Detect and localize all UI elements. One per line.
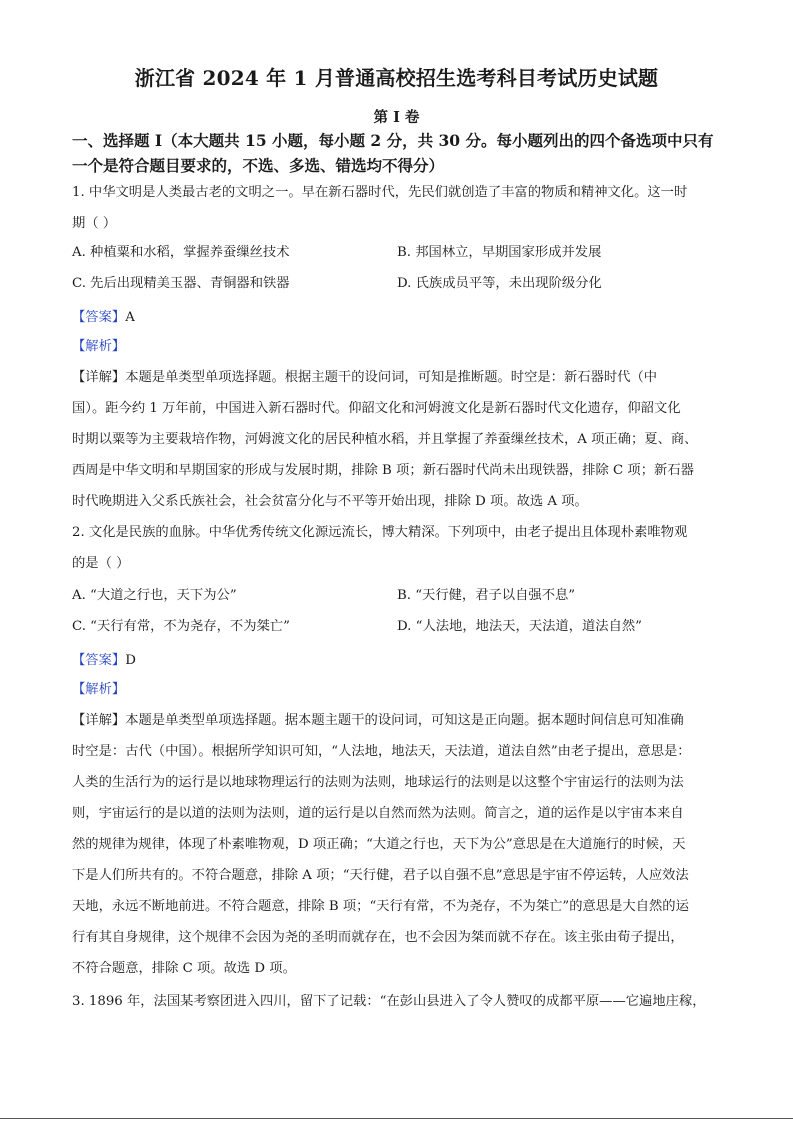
volume-heading: 第 I 卷 — [373, 109, 420, 126]
q1-option-d: D. 氏族成员平等，未出现阶级分化 — [397, 276, 602, 291]
q1-stem-line-2: 期（ ） — [72, 216, 117, 231]
q1-answer-value: A — [125, 310, 135, 325]
section-heading-line-1: 一、选择题 I（本大题共 15 小题，每小题 2 分，共 30 分。每小题列出的四个备选项中只有 — [72, 131, 714, 150]
q1-answer — [72, 309, 135, 327]
q1-detail-line-4: 西周是中华文明和早期国家的形成与发展时期，排除 B 项；新石器时代尚未出现铁器，排除 C 项；新石器 — [72, 463, 694, 478]
q1-detail-line-2: 国）。距今约 1 万年前，中国进入新石器时代。仰韶文化和河姆渡文化是新石器时代文化遗存，仰韶文化 — [72, 401, 681, 416]
section-heading — [72, 128, 722, 178]
exam-title: 浙江省 2024 年 1 月普通高校招生选考科目考试历史试题 — [134, 66, 659, 90]
q2-detail-line-2: 时空是：古代（中国）。根据所学知识可知，“人法地，地法天，天法道，道法自然”由老子提出，意思是： — [72, 744, 691, 759]
q2-option-b: B. “天行健，君子以自强不息” — [397, 588, 576, 603]
q2-detail-line-8: 行有其自身规律，这个规律不会因为尧的圣明而就存在，也不会因为桀而就不存在。该主张由荀子提出， — [72, 930, 684, 945]
q2-detail-line-4: 则，宇宙运行的是以道的法则为法则，道的运行是以自然而然为法则。简言之，道的运作是以宇宙本来自 — [72, 806, 684, 821]
q2-analysis-label: 【解析】 — [72, 682, 126, 697]
q2-detail-line-6: 下是人们所共有的。不符合题意，排除 A 项；“天行健，君子以自强不息”意思是宇宙不停运转，人应效法 — [72, 868, 689, 883]
q2-answer-value: D — [125, 653, 136, 668]
q2-detail-line-3: 人类的生活行为的运行是以地球物理运行的法则为法则，地球运行的法则是以这整个宇宙运行的法则为法 — [72, 775, 684, 790]
q1-option-b: B. 邦国林立，早期国家形成并发展 — [397, 245, 602, 260]
q1-stem-line-1: 1. 中华文明是人类最古老的文明之一。早在新石器时代，先民们就创造了丰富的物质和精神文化。这一时 — [72, 185, 688, 200]
section-heading-line-2: 一个是符合题目要求的，不选、多选、错选均不得分） — [72, 156, 445, 175]
q2-option-c: C. “天行有常，不为尧存，不为桀亡” — [72, 619, 290, 634]
q1-detail-line-1: 【详解】本题是单类型单项选择题。根据主题干的设问词，可知是推断题。时空是：新石器时代（中 — [72, 370, 658, 385]
q2-detail-line-7: 天地，永远不断地前进。不符合题意，排除 B 项；“天行有常，不为尧存，不为桀亡”的意思是大自然的运 — [72, 899, 689, 914]
q2-answer-label: 【答案】 — [72, 653, 126, 668]
q1-analysis-label: 【解析】 — [72, 339, 126, 354]
q1-detail-line-3: 时期以粟等为主要栽培作物，河姆渡文化的居民种植水稻，并且掌握了养蚕缫丝技术，A 项正确；夏、商、 — [72, 432, 698, 447]
q2-option-a: A. “大道之行也，天下为公” — [72, 588, 237, 603]
q2-detail-label: 【详解】 — [72, 713, 126, 728]
page-bottom-divider — [0, 1118, 793, 1119]
q1-detail-line-5: 时代晚期进入父系氏族社会，社会贫富分化与不平等开始出现，排除 D 项。故选 A 项。 — [72, 494, 588, 509]
q2-detail-line-9: 不符合题意，排除 C 项。故选 D 项。 — [72, 961, 296, 976]
q1-answer-label: 【答案】 — [72, 310, 126, 325]
q3-stem-line-1: 3. 1896 年，法国某考察团进入四川，留下了记载：“在彭山县进入了令人赞叹的成都平原——它遍地庄稼， — [72, 994, 706, 1009]
q2-option-d: D. “人法地，地法天，天法道，道法自然” — [397, 619, 642, 634]
q2-detail-line-5: 然的规律为规律，体现了朴素唯物观，D 项正确；“大道之行也，天下为公”意思是在大道施行的时候，天 — [72, 837, 686, 852]
q1-detail-label: 【详解】 — [72, 370, 126, 385]
q1-option-c: C. 先后出现精美玉器、青铜器和铁器 — [72, 276, 290, 291]
q1-option-a: A. 种植粟和水稻，掌握养蚕缫丝技术 — [72, 245, 290, 260]
q2-stem-line-2: 的是（ ） — [72, 556, 130, 571]
q2-stem-line-1: 2. 文化是民族的血脉。中华优秀传统文化源远流长，博大精深。下列项中，由老子提出且体现朴素唯物观 — [72, 525, 688, 540]
q2-detail-line-1: 【详解】本题是单类型单项选择题。据本题主题干的设问词，可知这是正向题。据本题时间信息可知准确 — [72, 713, 684, 728]
q2-answer — [72, 652, 136, 670]
